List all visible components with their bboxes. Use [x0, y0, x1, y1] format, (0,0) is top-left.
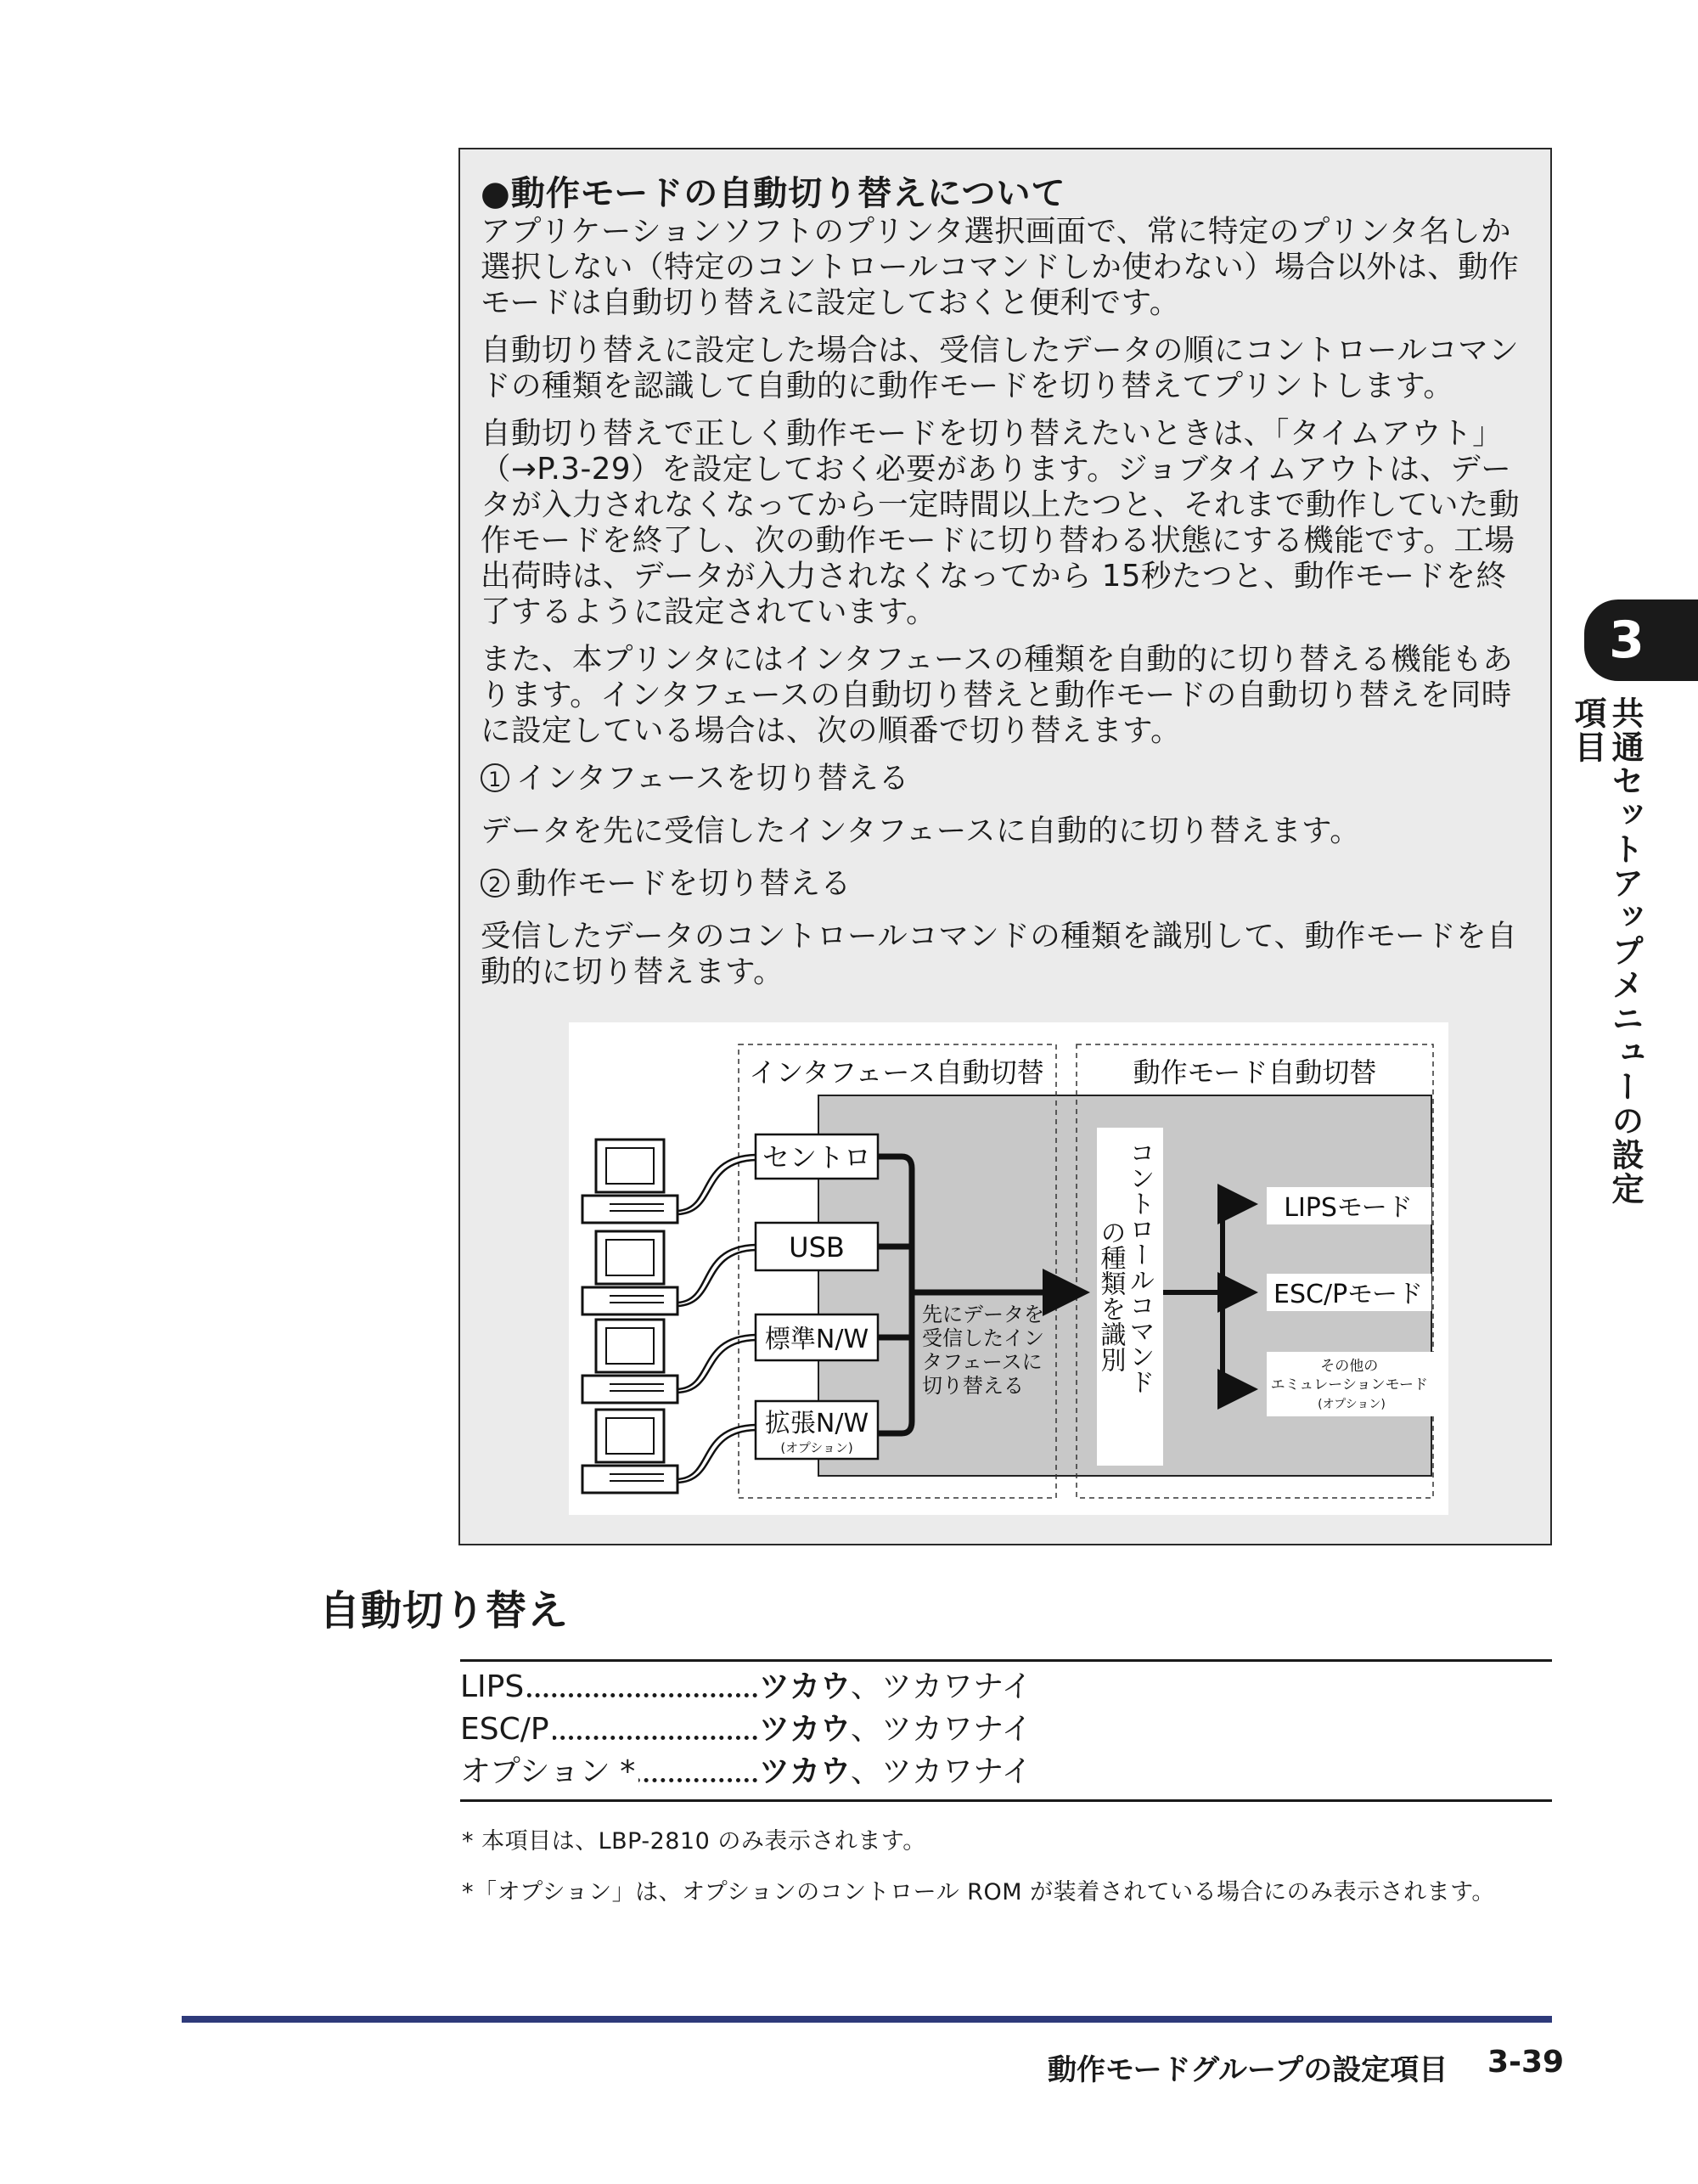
mode-group-label: 動作モード自動切替 [1133, 1056, 1377, 1089]
auto-switch-diagram [569, 1022, 1448, 1515]
note-paragraph: また、本プリンタにはインタフェースの種類を自動的に切り替える機能もあります。インタフェースの自動切り替えと動作モードの自動切り替えを同時に設定している場合は、次の順番で切り替えます。 [481, 642, 1514, 748]
step-1-number: 1 [481, 763, 509, 792]
mode-label: LIPSモード [1284, 1193, 1413, 1223]
page-number: 3-39 [1487, 2045, 1565, 2080]
footnote: *「オプション」は、オプションのコントロール ROM が装着されている場合にのみ表示されます。 [462, 1879, 1495, 1905]
alt-value: ツカワナイ [881, 1712, 1032, 1747]
interface-option-note: (オプション) [780, 1440, 853, 1455]
alt-value: ツカワナイ [881, 1754, 1032, 1789]
mode-label: ESC/Pモード [1274, 1280, 1423, 1309]
default-value: ツカウ [759, 1669, 852, 1704]
step-1-title: 1 インタフェースを切り替える [481, 761, 1533, 796]
setting-label: ESC/P [460, 1709, 757, 1750]
step-1-description: データを先に受信したインタフェースに自動的に切り替えます。 [481, 813, 1361, 848]
other-mode-label: その他の エミュレーションモード (オプション) [1270, 1358, 1428, 1411]
computer-icon [582, 1320, 678, 1403]
interface-label: 標準N/W [764, 1325, 869, 1354]
step-2-number: 2 [481, 869, 509, 898]
footnote: * 本項目は、LBP-2810 のみ表示されます。 [462, 1828, 926, 1855]
setting-label: オプション * [460, 1752, 757, 1793]
footer-rule [182, 2016, 1552, 2023]
note-paragraph: アプリケーションソフトのプリンタ選択画面で、常に特定のプリンタ名しか選択しない（特定のコントロールコマンドしか使わない）場合以外は、動作モードは自動切り替えに設定しておくと便利です。 [481, 214, 1520, 320]
computer-icon [582, 1231, 678, 1314]
note-paragraph: 自動切り替えで正しく動作モードを切り替えたいときは、「タイムアウト」（→P.3-29）を設定しておく必要があります。ジョブタイムアウトは、データが入力されなくなってから一定時間以上たつと、それまで動作していた動作モードを終了し、次の動作モードに切り替わる状態にする機能です。工場出荷時は、データが入力されなくなってから 15秒たつと、動作モードを終了するように設定されています。 [481, 416, 1521, 629]
settings-table [460, 1659, 1552, 1802]
chapter-title: 共通セットアップメニューの設定項目 [1569, 696, 1644, 1206]
footer-title: 動作モードグループの設定項目 [1048, 2053, 1448, 2087]
step-2-title: 2 動作モードを切り替える [481, 866, 1533, 902]
interface-label: セントロ [762, 1141, 872, 1174]
default-value: ツカウ [759, 1754, 852, 1789]
note-box [458, 148, 1552, 1545]
switch-note: 先にデータを 受信したイン タフェースに 切り替える [922, 1303, 1044, 1398]
section-heading: 自動切り替え [319, 1587, 570, 1635]
setting-values: ツカウ、ツカワナイ [759, 1669, 1032, 1704]
default-value: ツカウ [759, 1712, 852, 1747]
setting-label: LIPS [460, 1667, 757, 1708]
identify-label-1: コントロールコマンド [1124, 1140, 1155, 1394]
alt-value: ツカワナイ [881, 1669, 1032, 1704]
note-title: ●動作モードの自動切り替えについて [481, 174, 1066, 213]
setting-values: ツカウ、ツカワナイ [759, 1754, 1032, 1789]
interface-group-label: インタフェース自動切替 [749, 1056, 1044, 1089]
note-paragraph: 自動切り替えに設定した場合は、受信したデータの順にコントロールコマンドの種類を認識して自動的に動作モードを切り替えてプリントします。 [481, 333, 1520, 403]
setting-values: ツカウ、ツカワナイ [759, 1712, 1032, 1747]
computer-icon [582, 1140, 678, 1223]
identify-label-2: の種類を識別 [1095, 1219, 1126, 1372]
interface-label: 拡張N/W [764, 1409, 869, 1438]
note-body [481, 214, 1533, 1002]
chapter-tab [1584, 599, 1698, 681]
chapter-number: 3 [1609, 611, 1645, 670]
computer-icon [582, 1410, 678, 1493]
step-2-description: 受信したデータのコントロールコマンドの種類を識別して、動作モードを自動的に切り替えます。 [481, 919, 1518, 989]
interface-label: USB [789, 1231, 845, 1264]
